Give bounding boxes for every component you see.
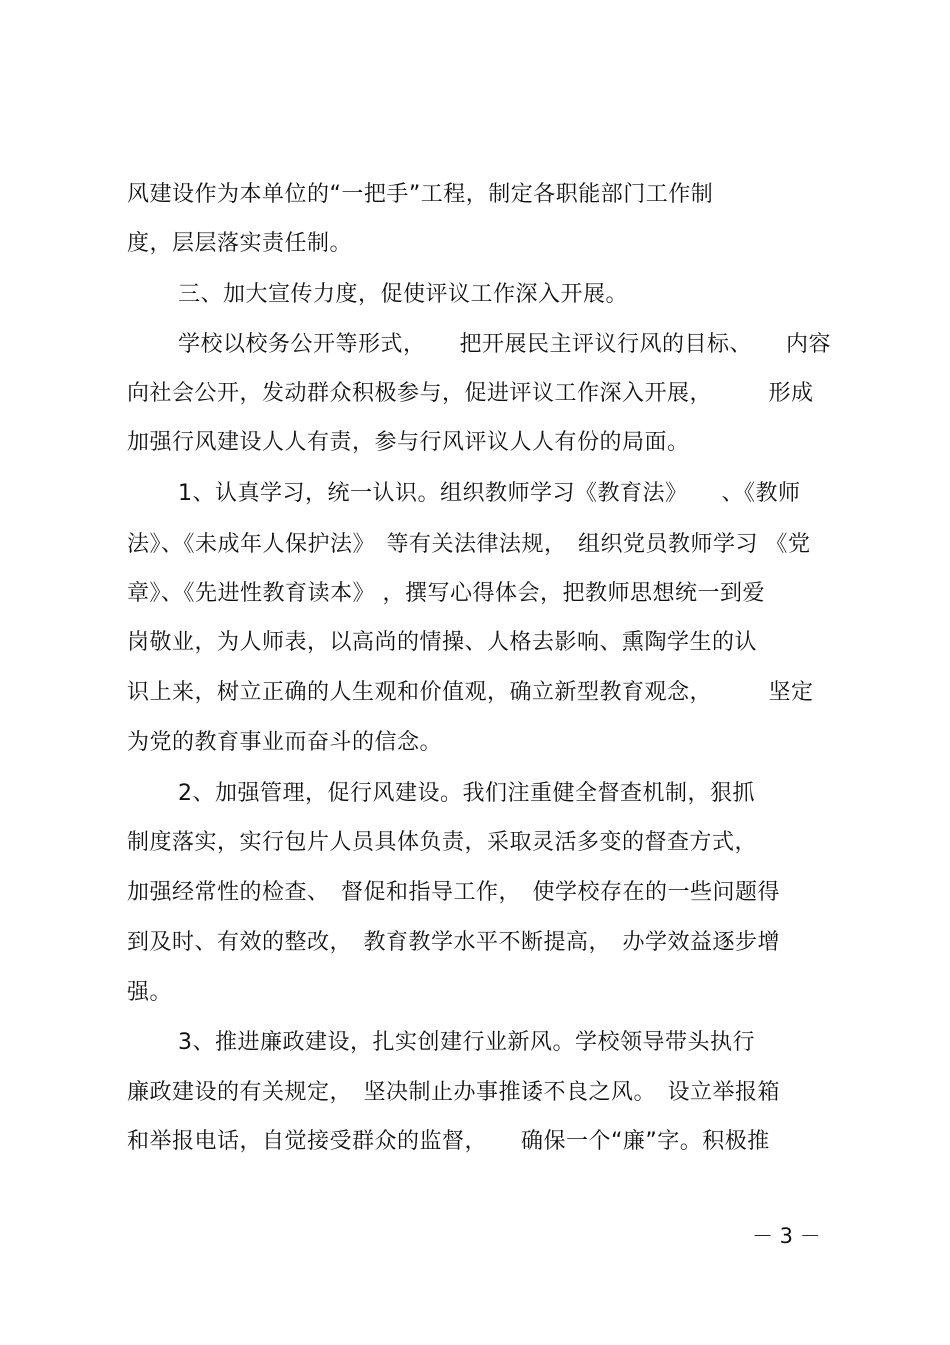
text-line: 制度落实，实行包片人员具体负责，采取灵活多变的督查方式， [127,830,758,855]
text-line: 1、认真学习，统一认识。组织教师学习《教育法》 、《教师 [178,481,801,506]
text-line: 为党的教育事业而奋斗的信念。 [127,730,443,755]
text-line: 加强经常性的检查、 督促和指导工作， 使学校存在的一些问题得 [127,880,781,905]
text-line: 度，层层落实责任制。 [127,231,353,256]
text-line: 3、推进廉政建设，扎实创建行业新风。学校领导带头执行 [178,1030,755,1055]
text-line: 岗敬业，为人师表，以高尚的情操、人格去影响、熏陶学生的认 [127,630,758,655]
text-line: 风建设作为本单位的“一把手”工程，制定各职能部门工作制 [127,182,714,207]
text-line: 学校以校务公开等形式， 把开展民主评议行风的目标、 内容 [178,332,832,357]
text-line: 识上来，树立正确的人生观和价值观，确立新型教育观念， 坚定 [127,680,814,705]
text-line: 强。 [127,980,173,1005]
text-line: 2、加强管理，促行风建设。我们注重健全督查机制，狠抓 [178,781,755,806]
text-line: 向社会公开，发动群众积极参与，促进评议工作深入开展， 形成 [127,381,814,406]
text-line: 加强行风建设人人有责，参与行风评议人人有份的局面。 [127,430,690,455]
text-line: 章》、《先进性教育读本》 ，撰写心得体会，把教师思想统一到爱 [127,581,765,606]
section-heading: 三、加大宣传力度，促使评议工作深入开展。 [178,282,629,307]
page-number: － 3 － [752,1224,821,1248]
text-line: 和举报电话，自觉接受群众的监督， 确保一个“廉”字。积极推 [127,1129,770,1154]
text-line: 到及时、有效的整改， 教育教学水平不断提高， 办学效益逐步增 [127,930,781,955]
text-line: 法》、《未成年人保护法》 等有关法律法规， 组织党员教师学习 《党 [127,532,811,557]
text-line: 廉政建设的有关规定， 坚决制止办事推诿不良之风。 设立举报箱 [127,1080,781,1105]
